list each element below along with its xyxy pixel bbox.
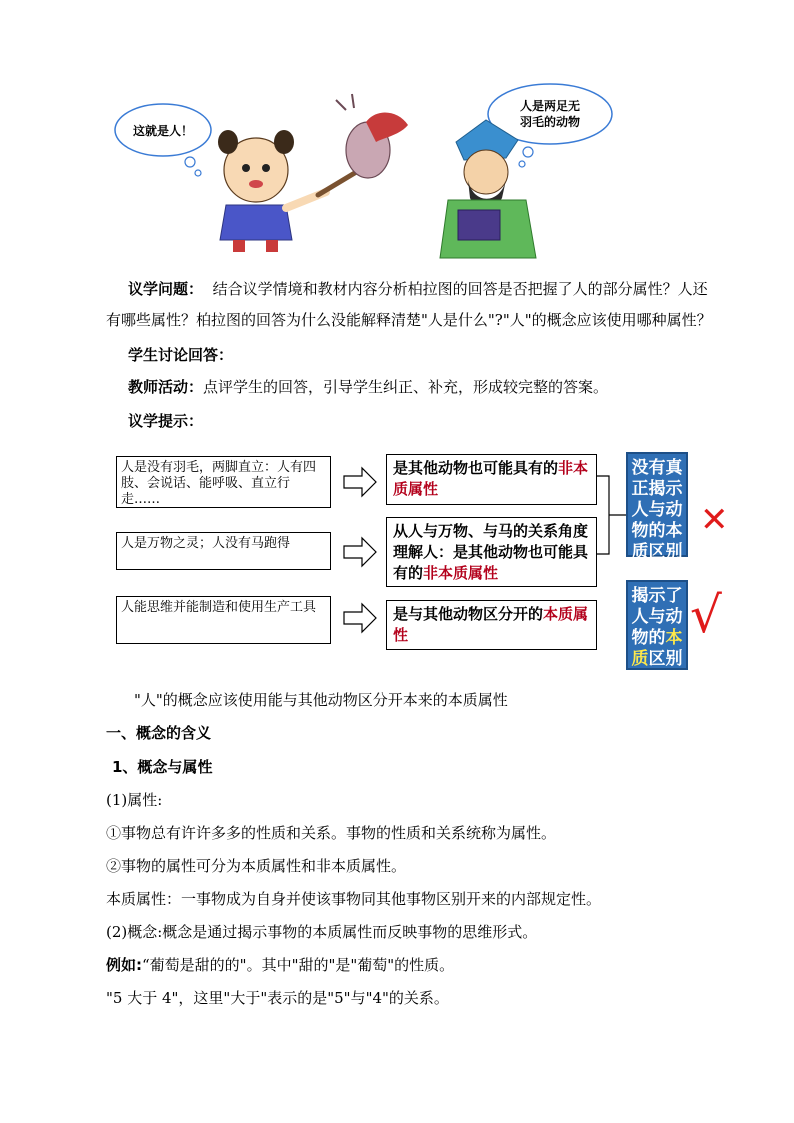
arrow-icon bbox=[344, 468, 376, 496]
teacher-label: 教师活动： bbox=[128, 378, 204, 396]
teacher-line bbox=[128, 376, 608, 398]
blue-box-essential-c: 区别 bbox=[648, 649, 683, 669]
check-mark-icon: √ bbox=[690, 586, 722, 644]
right-bubble-line2: 羽毛的动物 bbox=[519, 115, 581, 129]
student-label: 学生讨论回答： bbox=[128, 346, 234, 364]
question-text-1: 结合议学情境和教材内容分析柏拉图的回答是否把握了人的部分属性？人还 bbox=[212, 280, 708, 298]
blue-box-essential-highlight-1: 本 bbox=[665, 628, 683, 648]
left-bubble-text: 这就是人！ bbox=[132, 124, 194, 138]
blue-box-not-essential: 没有真正揭示人与动物的本质区别 bbox=[626, 452, 688, 557]
left-box-3: 人能思维并能制造和使用生产工具 bbox=[116, 596, 331, 644]
right-box-3-text: 是与其他动物区分开的 bbox=[393, 605, 544, 623]
blue-box-essential-a: 揭示了人与动物的 bbox=[631, 586, 683, 648]
question-line1 bbox=[128, 278, 708, 300]
left-thought-bubble bbox=[115, 104, 211, 176]
right-box-3-red: 本质属性 bbox=[393, 605, 589, 644]
concept-def: (2)概念:概念是通过揭示事物的本质属性而反映事物的思维形式。 bbox=[106, 923, 538, 941]
bracket-connector bbox=[597, 470, 627, 570]
section-heading: 一、概念的含义 bbox=[106, 724, 212, 742]
attr-point-1: ①事物总有许许多多的性质和关系。事物的性质和关系统称为属性。 bbox=[106, 824, 557, 842]
left-box-2: 人是万物之灵；人没有马跑得 bbox=[116, 532, 331, 570]
right-bubble-line1: 人是两足无 bbox=[519, 99, 581, 113]
question-label: 议学问题： bbox=[128, 280, 204, 298]
conclusion: "人"的概念应该使用能与其他动物区分开本来的本质属性 bbox=[134, 691, 508, 709]
question-line2: 有哪些属性？柏拉图的回答为什么没能解释清楚"人是什么"?"人"的概念应该使用哪种属性？ bbox=[106, 311, 712, 329]
right-box-1 bbox=[386, 454, 597, 505]
right-box-1-red: 非本质属性 bbox=[393, 459, 589, 498]
child-figure bbox=[218, 130, 326, 252]
wrong-mark-icon: ✕ bbox=[700, 500, 729, 540]
blue-box-essential bbox=[626, 580, 688, 670]
attr-point-2: ②事物的属性可分为本质属性和非本质属性。 bbox=[106, 857, 407, 875]
example-label: 例如: bbox=[106, 956, 142, 974]
blue-box-essential-highlight-2: 质 bbox=[631, 649, 649, 669]
teacher-text: 点评学生的回答，引导学生纠正、补充，形成较完整的答案。 bbox=[203, 378, 609, 396]
right-box-2 bbox=[386, 517, 597, 587]
hint-label: 议学提示： bbox=[128, 412, 204, 430]
right-box-2-red: 非本质属性 bbox=[423, 564, 499, 582]
right-box-1-text: 是其他动物也可能具有的 bbox=[393, 459, 559, 477]
illustration bbox=[108, 80, 638, 260]
right-box-2-text: 从人与万物、与马的关系角度理解人：是其他动物也可能具有的 bbox=[393, 522, 589, 582]
arrow-icon bbox=[344, 604, 376, 632]
plucked-chicken bbox=[318, 94, 408, 195]
left-box-1: 人是没有羽毛，两脚直立：人有四肢、会说话、能呼吸、直立行走…… bbox=[116, 456, 331, 508]
right-box-3 bbox=[386, 600, 597, 650]
example-text: “葡萄是甜的的"。其中"甜的"是"葡萄"的性质。 bbox=[142, 956, 455, 974]
subsection-heading: 1、概念与属性 bbox=[112, 758, 213, 776]
arrow-icon bbox=[344, 538, 376, 566]
arrows bbox=[340, 460, 380, 640]
relation-example: "5 大于 4"，这里"大于"表示的是"5"与"4"的关系。 bbox=[106, 989, 449, 1007]
example-line bbox=[106, 954, 454, 976]
essential-attr-def: 本质属性：一事物成为自身并使该事物同其他事物区别开来的内部规定性。 bbox=[106, 890, 602, 908]
attr-heading: (1)属性: bbox=[106, 791, 163, 809]
